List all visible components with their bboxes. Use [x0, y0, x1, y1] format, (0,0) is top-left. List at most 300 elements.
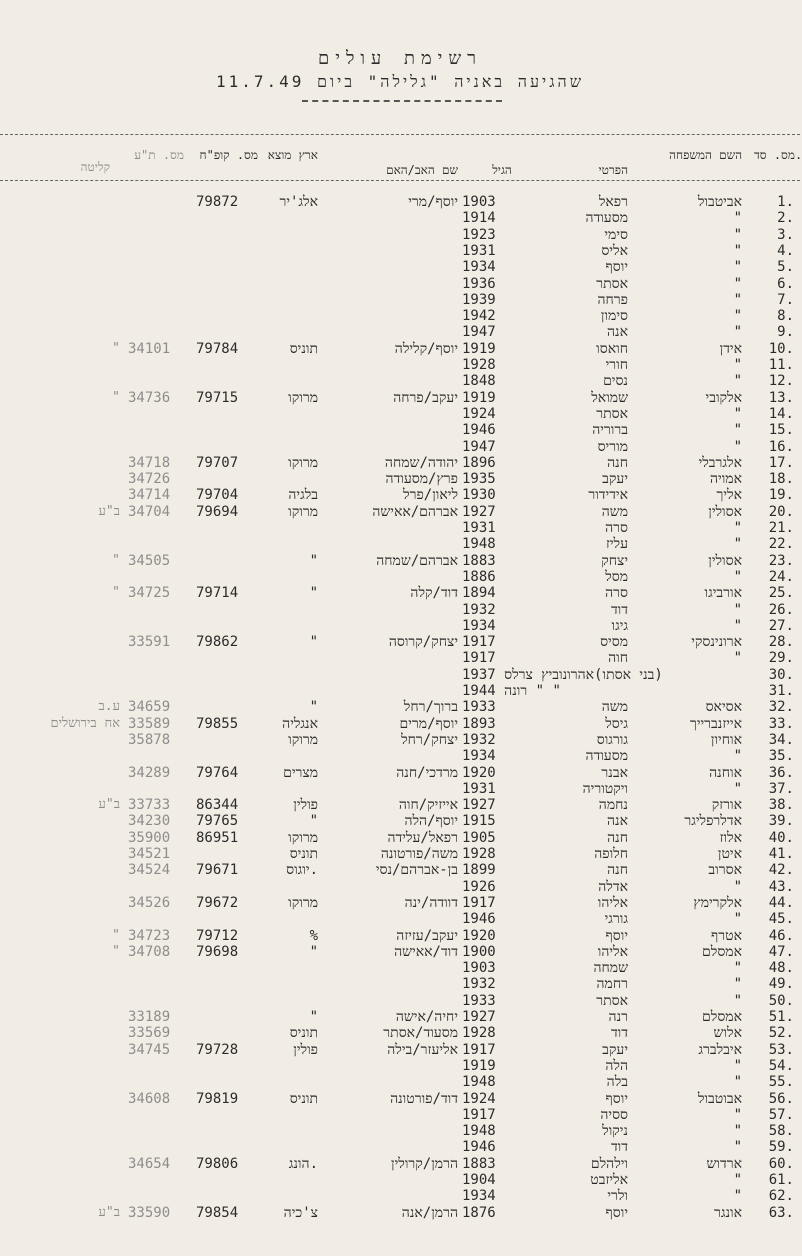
first-name: חנה [607, 829, 628, 846]
parents-names: יוסף/מרים [399, 715, 458, 732]
kupat-holim-number: 79728 [196, 1041, 239, 1058]
family-name: " [733, 1106, 742, 1123]
first-name: דוד [610, 601, 628, 618]
birth-year: 1917 [462, 650, 496, 667]
row-number: 51. [768, 1009, 794, 1025]
parents-names: יצחק/קרוסה [388, 634, 458, 651]
kupat-holim-number: 86344 [196, 797, 239, 814]
table-row [0, 357, 800, 373]
first-name: אליהו [597, 894, 628, 911]
first-name: נסים [603, 373, 628, 390]
table-row [0, 960, 800, 976]
birth-year: 1933 [462, 992, 496, 1009]
birth-year: 1931 [462, 520, 496, 536]
birth-year: 1926 [462, 878, 496, 895]
id-number: 34704 [128, 503, 171, 520]
family-name: " [733, 226, 742, 243]
first-name: מסיס [600, 634, 628, 651]
country-of-origin: צ'כיה [283, 1204, 318, 1221]
birth-year: 1896 [462, 454, 496, 471]
row-number: 50. [768, 992, 794, 1009]
row-number: 59. [768, 1139, 794, 1156]
country-of-origin: פולין [293, 1041, 318, 1058]
row-number: 43. [768, 878, 794, 895]
parents-names: יחיה/אישה [395, 1009, 458, 1025]
row-number: 18. [768, 471, 794, 488]
birth-year: 1946 [462, 911, 496, 928]
country-of-origin: יוגוס. [286, 862, 318, 879]
birth-year: 1932 [462, 976, 496, 993]
birth-year: 1899 [462, 862, 496, 879]
remark: ע.ב [98, 699, 120, 715]
family-name: " [733, 373, 742, 390]
family-name: אסיאס [705, 699, 742, 716]
id-number: 34718 [128, 454, 171, 471]
header-age: הגיל [492, 163, 512, 177]
row-number: 19. [768, 487, 794, 504]
row-number: 4. [777, 242, 794, 259]
id-number: 34524 [128, 862, 171, 879]
family-name: אלוש [713, 1025, 742, 1042]
family-name: " [733, 1057, 742, 1074]
document-title: רשימת עולים [318, 48, 482, 69]
first-name: חואסו [596, 340, 628, 357]
birth-year: 1930 [462, 487, 496, 504]
family-name: אלקרימץ [693, 894, 742, 911]
family-name: " [733, 780, 742, 797]
id-number: 33569 [128, 1025, 171, 1042]
row-number: 47. [768, 943, 794, 960]
row-number: 36. [768, 764, 794, 781]
row-number: 30. [768, 666, 794, 683]
birth-year: 1920 [462, 764, 496, 781]
row-number: 52. [768, 1025, 794, 1042]
family-name: " [733, 992, 742, 1009]
first-name: יעקב [602, 471, 628, 488]
first-name: אסתר [596, 992, 628, 1009]
kupat-holim-number: 79819 [196, 1090, 239, 1107]
family-name: " [733, 520, 742, 536]
first-name: דוד [610, 1025, 628, 1042]
header-top-rule [0, 134, 800, 135]
table-row [0, 1025, 800, 1041]
row-number: 46. [768, 927, 794, 944]
header-bottom-rule [0, 180, 800, 181]
remark: " [112, 552, 120, 568]
id-number: 33590 [128, 1204, 171, 1221]
birth-year: 1883 [462, 1155, 496, 1172]
country-of-origin: " [309, 585, 318, 602]
family-name: " [733, 291, 742, 308]
birth-year: 1927 [462, 1009, 496, 1025]
birth-year: 1932 [462, 601, 496, 618]
birth-year: 1927 [462, 503, 496, 520]
family-name: " [733, 438, 742, 455]
id-number: 34230 [128, 813, 171, 830]
parents-names: דוד/אאישה [394, 943, 458, 960]
family-name: " [733, 536, 742, 553]
kupat-holim-number: 79704 [196, 487, 239, 504]
birth-year: 1924 [462, 1090, 496, 1107]
birth-year: 1923 [462, 226, 496, 243]
family-name: " [733, 308, 742, 325]
first-name: חוה [608, 650, 628, 667]
id-number: 34608 [128, 1090, 171, 1107]
first-name: משה [601, 503, 628, 520]
family-name: " [733, 324, 742, 341]
row-number: 44. [768, 894, 794, 911]
header-first: הפרטי [598, 163, 628, 177]
country-of-origin: מרוקו [288, 894, 318, 911]
table-row [0, 487, 800, 503]
first-name: ססיה [600, 1106, 628, 1123]
row-number: 22. [768, 536, 794, 553]
parents-names: יהודה/שמחה [384, 454, 458, 471]
parents-names: הרמן/קרולין [391, 1155, 458, 1172]
birth-year: 1931 [462, 242, 496, 259]
family-name: אביטבול [697, 194, 742, 210]
row-number: 39. [768, 813, 794, 830]
table-row [0, 585, 800, 601]
table-row [0, 194, 800, 210]
parents-names: דוד/קלה [410, 585, 458, 602]
table-row [0, 618, 800, 634]
country-of-origin: אנגליה [282, 715, 318, 732]
family-name: " [733, 210, 742, 227]
family-name: אמויה [709, 471, 742, 488]
first-name: יוסף [605, 927, 628, 944]
row-number: 5. [777, 259, 794, 276]
parents-names: יעקב/עזיזה [396, 927, 458, 944]
id-number: 34736 [128, 389, 171, 406]
table-row [0, 862, 800, 878]
first-name: אידידור [588, 487, 628, 504]
kupat-holim-number: 79806 [196, 1155, 239, 1172]
kupat-holim-number: 79872 [196, 194, 239, 210]
table-row [0, 227, 800, 243]
family-name: " [733, 650, 742, 667]
first-name: בלה [606, 1074, 628, 1091]
first-name: מוריס [597, 438, 628, 455]
first-name: סרה [605, 520, 628, 536]
row-number: 38. [768, 797, 794, 814]
first-name: יוסף [605, 1090, 628, 1107]
table-row [0, 455, 800, 471]
row-number: 9. [777, 324, 794, 341]
row-number: 7. [777, 291, 794, 308]
id-number: 34708 [128, 943, 171, 960]
row-note: (בני אסתו)אהרונוביץ צרלס 1937 [462, 666, 663, 683]
table-row [0, 259, 800, 275]
header-family: השם המשפחה [669, 148, 742, 162]
birth-year: 1936 [462, 275, 496, 292]
birth-year: 1903 [462, 960, 496, 977]
first-name: רפאל [598, 194, 628, 210]
country-of-origin: " [309, 1009, 318, 1025]
family-name: אלגרבלי [698, 454, 742, 471]
row-number: 37. [768, 780, 794, 797]
kupat-holim-number: 79714 [196, 585, 239, 602]
row-number: 8. [777, 308, 794, 325]
table-row [0, 830, 800, 846]
country-of-origin: " [309, 699, 318, 716]
table-row [0, 928, 800, 944]
birth-year: 1946 [462, 422, 496, 439]
birth-year: 1904 [462, 1172, 496, 1188]
table-row [0, 667, 800, 683]
family-name: " [733, 911, 742, 928]
parents-names: אברהם/שמחה [376, 552, 458, 569]
birth-year: 1917 [462, 634, 496, 651]
table-row [0, 765, 800, 781]
table-row [0, 422, 800, 438]
first-name: חנה [607, 454, 628, 471]
country-of-origin: תוניס [289, 846, 318, 862]
first-name: אדלה [598, 878, 628, 895]
birth-year: 1948 [462, 536, 496, 553]
family-name: אסרוב [708, 862, 742, 879]
birth-year: 1919 [462, 1057, 496, 1074]
id-number: 33189 [128, 1009, 171, 1025]
header-tz: מס. ת"ע [134, 148, 184, 162]
table-row [0, 324, 800, 340]
country-of-origin: " [309, 943, 318, 960]
table-row [0, 373, 800, 389]
document-subtitle: שהגיעה באניה "גלילה" ביום 11.7.49 [215, 72, 585, 91]
table-row [0, 895, 800, 911]
family-name: " [733, 568, 742, 585]
id-number: 34101 [128, 340, 171, 357]
family-name: ארדוש [706, 1155, 742, 1172]
family-name: " [733, 1172, 742, 1188]
first-name: סרה [605, 585, 628, 602]
table-row [0, 781, 800, 797]
country-of-origin: % [309, 927, 318, 944]
row-number: 48. [768, 960, 794, 977]
family-name: " [733, 1074, 742, 1091]
first-name: שמואל [591, 389, 628, 406]
family-name: " [733, 878, 742, 895]
birth-year: 1934 [462, 617, 496, 634]
kupat-holim-number: 79707 [196, 454, 239, 471]
row-number: 34. [768, 731, 794, 748]
parents-names: דוד/פורטונה [390, 1090, 458, 1107]
birth-year: 1919 [462, 389, 496, 406]
birth-year: 1942 [462, 308, 496, 325]
header-parents: שם האב/האם [386, 163, 458, 177]
parents-names: בן-אברהם/נסי [375, 862, 458, 879]
table-row [0, 1188, 800, 1204]
remark: " [112, 340, 120, 356]
row-number: 26. [768, 601, 794, 618]
first-name: דוד [610, 1139, 628, 1156]
birth-year: 1919 [462, 340, 496, 357]
kupat-holim-number: 79854 [196, 1204, 239, 1221]
parents-names: יצחק/רחל [401, 731, 458, 748]
table-row [0, 1139, 800, 1155]
country-of-origin: מרוקו [288, 389, 318, 406]
country-of-origin: " [309, 552, 318, 569]
row-number: 33. [768, 715, 794, 732]
country-of-origin: מרוקו [288, 503, 318, 520]
table-row [0, 390, 800, 406]
row-number: 27. [768, 617, 794, 634]
first-name: אנה [606, 324, 628, 341]
parents-names: אברהם/אאישה [372, 503, 458, 520]
kupat-holim-number: 79784 [196, 340, 239, 357]
birth-year: 1935 [462, 471, 496, 488]
parents-names: דוודה/ינה [404, 894, 458, 911]
table-row [0, 341, 800, 357]
row-number: 45. [768, 911, 794, 928]
first-name: אליהו [597, 943, 628, 960]
row-number: 25. [768, 585, 794, 602]
row-number: 55. [768, 1074, 794, 1091]
birth-year: 1927 [462, 797, 496, 814]
first-name: גורגי [604, 911, 628, 928]
family-name: " [733, 601, 742, 618]
table-row [0, 1156, 800, 1172]
birth-year: 1883 [462, 552, 496, 569]
country-of-origin: הונג. [288, 1155, 318, 1172]
id-number: 35878 [128, 731, 171, 748]
row-number: 23. [768, 552, 794, 569]
birth-year: 1932 [462, 731, 496, 748]
id-number: 35900 [128, 829, 171, 846]
table-row [0, 1058, 800, 1074]
table-row [0, 911, 800, 927]
first-name: יוסף [605, 1204, 628, 1221]
table-row [0, 276, 800, 292]
parents-names: אייזיק/חוה [398, 797, 458, 814]
id-number: 34745 [128, 1041, 171, 1058]
table-row [0, 1074, 800, 1090]
table-row [0, 813, 800, 829]
parents-names: יוסף/הלה [404, 813, 458, 830]
row-number: 31. [768, 683, 794, 699]
first-name: רחמה [596, 976, 628, 993]
birth-year: 1917 [462, 1106, 496, 1123]
first-name: אסתר [596, 275, 628, 292]
row-number: 35. [768, 748, 794, 765]
birth-year: 1947 [462, 324, 496, 341]
family-name: איבלברג [698, 1041, 742, 1058]
parents-names: ברוך/רחל [403, 699, 458, 716]
table-row [0, 650, 800, 666]
id-number: 34521 [128, 846, 171, 862]
country-of-origin: מרוקו [288, 731, 318, 748]
table-row [0, 1107, 800, 1123]
remark: " [112, 927, 120, 943]
remark: ב"ע [98, 797, 120, 813]
table-row [0, 243, 800, 259]
first-name: נחמה [598, 797, 628, 814]
table-row [0, 553, 800, 569]
id-number: 34505 [128, 552, 171, 569]
family-name: אמסלם [702, 943, 742, 960]
table-row [0, 993, 800, 1009]
birth-year: 1933 [462, 699, 496, 716]
row-number: 20. [768, 503, 794, 520]
family-name: אונגר [713, 1204, 742, 1221]
birth-year: 1893 [462, 715, 496, 732]
family-name: איטן [717, 846, 742, 862]
row-number: 14. [768, 405, 794, 422]
country-of-origin: מרוקו [288, 829, 318, 846]
country-of-origin: תוניס [289, 1025, 318, 1042]
first-name: ברוריה [592, 422, 628, 439]
table-row [0, 602, 800, 618]
id-number: 34659 [128, 699, 171, 716]
id-number: 34654 [128, 1155, 171, 1172]
country-of-origin: תוניס [289, 340, 318, 357]
parents-names: יעקב/פרחה [393, 389, 458, 406]
birth-year: 1876 [462, 1204, 496, 1221]
country-of-origin: בלגיה [288, 487, 318, 504]
parents-names: אליעזר/בילה [387, 1041, 458, 1058]
birth-year: 1928 [462, 357, 496, 373]
table-row [0, 797, 800, 813]
table-row [0, 634, 800, 650]
row-number: 6. [777, 275, 794, 292]
parents-names: רפאל/עלידה [387, 829, 458, 846]
birth-year: 1946 [462, 1139, 496, 1156]
row-number: 10. [768, 340, 794, 357]
table-row [0, 1123, 800, 1139]
table-row [0, 944, 800, 960]
family-name: " [733, 357, 742, 373]
first-name: יצחק [601, 552, 628, 569]
birth-year: 1886 [462, 568, 496, 585]
kupat-holim-number: 79712 [196, 927, 239, 944]
first-name: חנה [607, 862, 628, 879]
family-name: אייזנברייך [689, 715, 742, 732]
birth-year: 1948 [462, 1123, 496, 1140]
row-number: 62. [768, 1188, 794, 1205]
table-row [0, 504, 800, 520]
first-name: משה [601, 699, 628, 716]
family-name: אדלרפליגר [684, 813, 742, 830]
kupat-holim-number: 79765 [196, 813, 239, 830]
kupat-holim-number: 86951 [196, 829, 239, 846]
row-number: 42. [768, 862, 794, 879]
family-name: אבוטבול [697, 1090, 742, 1107]
family-name: " [733, 242, 742, 259]
table-row [0, 292, 800, 308]
table-row [0, 439, 800, 455]
remark: " [112, 585, 120, 601]
id-number: 34289 [128, 764, 171, 781]
remark: ב"ע [98, 1204, 120, 1220]
family-name: " [733, 976, 742, 993]
row-number: 12. [768, 373, 794, 390]
table-row [0, 536, 800, 552]
birth-year: 1917 [462, 894, 496, 911]
parents-names: פרץ/מסעודה [385, 471, 458, 488]
birth-year: 1920 [462, 927, 496, 944]
row-number: 53. [768, 1041, 794, 1058]
table-row [0, 846, 800, 862]
row-number: 54. [768, 1057, 794, 1074]
birth-year: 1939 [462, 291, 496, 308]
row-number: 58. [768, 1123, 794, 1140]
row-number: 11. [768, 357, 794, 373]
remark: ב"ע [98, 503, 120, 519]
header-remarks: קליטה [80, 160, 110, 174]
first-name: יעקב [602, 1041, 628, 1058]
row-number: 21. [768, 520, 794, 536]
first-name: סימון [600, 308, 628, 325]
